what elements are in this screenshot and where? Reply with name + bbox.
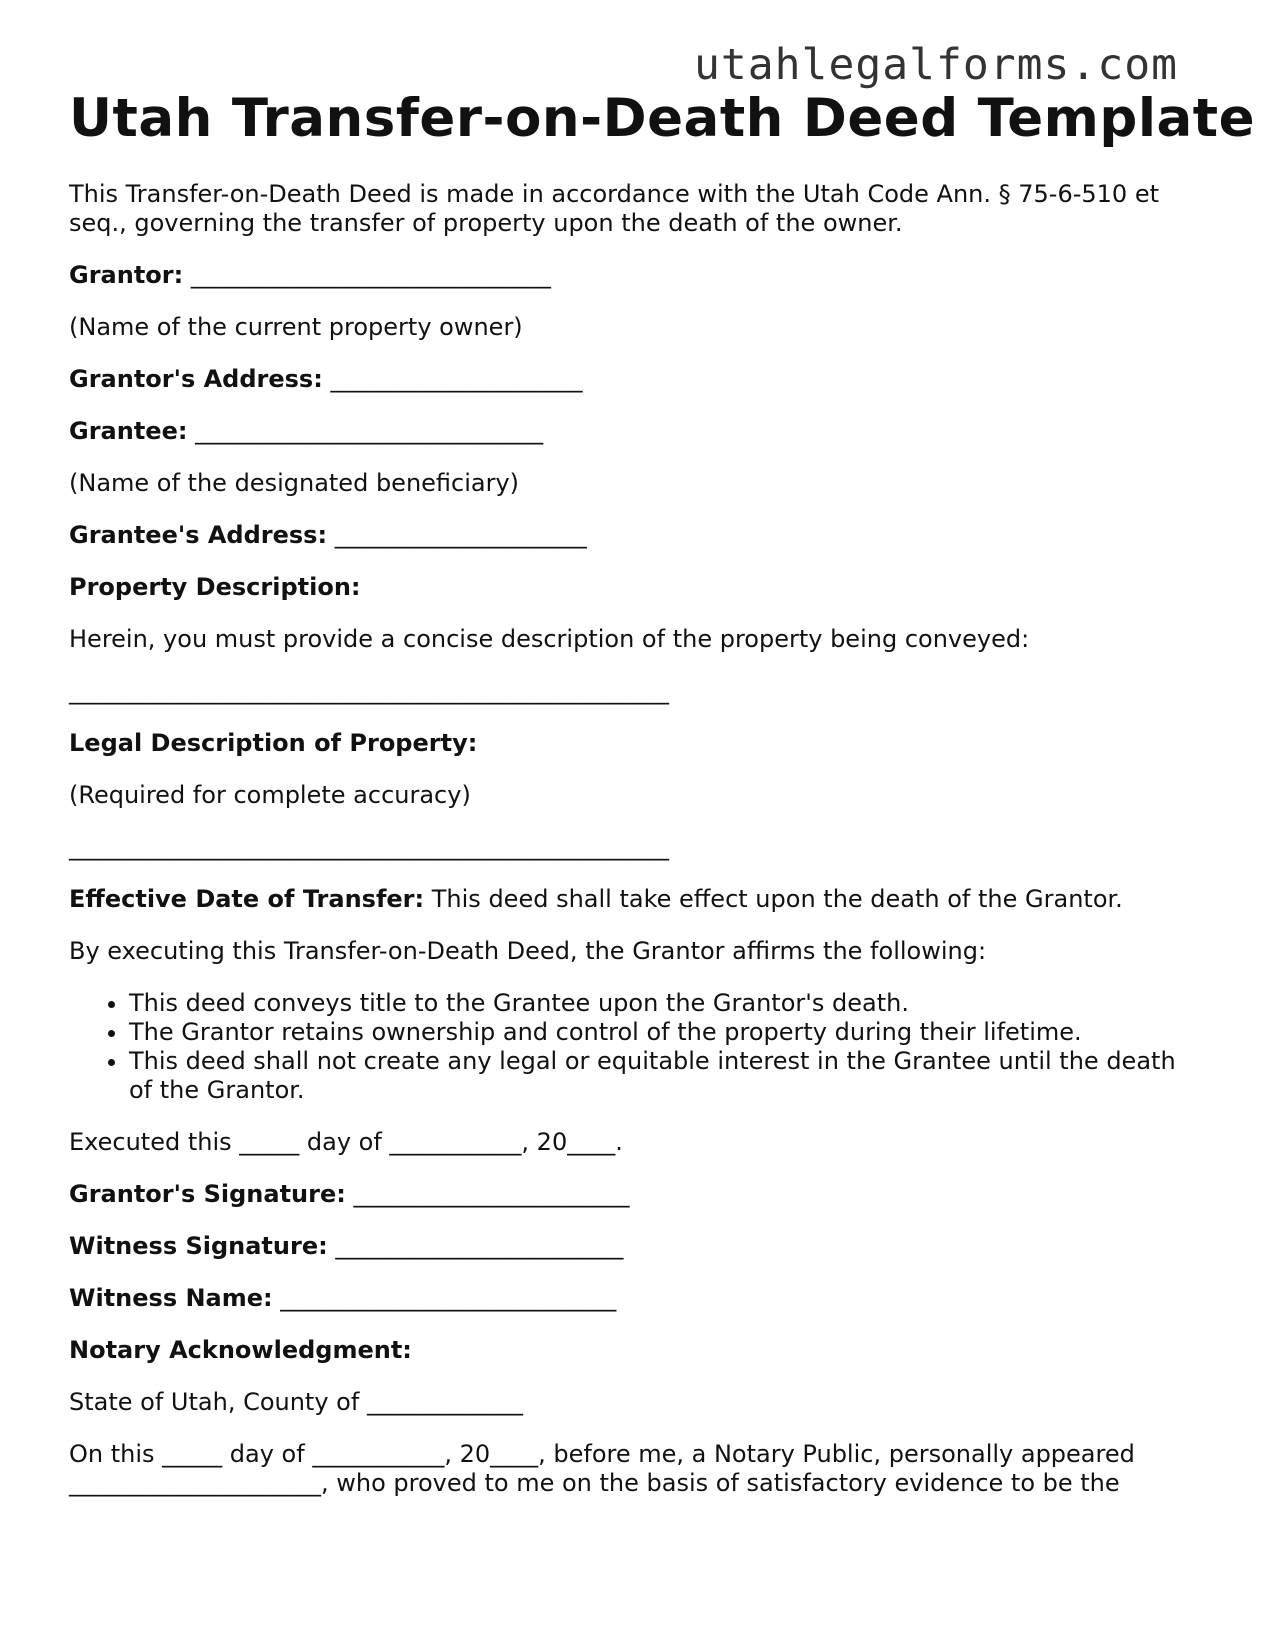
witness-signature-field: [69, 1232, 1199, 1261]
grantee-field: [69, 417, 1199, 446]
witness-signature-blank[interactable]: ________________________: [335, 1232, 624, 1260]
legal-description-note: (Required for complete accuracy): [69, 781, 471, 809]
effective-date-paragraph: [69, 885, 1199, 914]
affirmation-item: • The Grantor retains ownership and control of the property during their lifetime.: [129, 1018, 1199, 1047]
grantor-field: [69, 261, 1199, 290]
affirmation-intro: By executing this Transfer-on-Death Deed, the Grantor affirms the following:: [69, 937, 987, 965]
deed-body: [69, 180, 1199, 1521]
notary-heading: Notary Acknowledgment:: [69, 1336, 412, 1364]
witness-name-label: Witness Name:: [69, 1284, 273, 1312]
grantor-note: (Name of the current property owner): [69, 313, 523, 341]
property-description-instruction: Herein, you must provide a concise description of the property being conveyed:: [69, 625, 1030, 653]
legal-description-blank[interactable]: __________________________________________________: [69, 833, 669, 861]
property-description-heading: Property Description:: [69, 573, 361, 601]
executed-line: Executed this _____ day of ___________, 20____.: [69, 1128, 623, 1156]
grantor-address-field: [69, 365, 1199, 394]
grantee-address-field: [69, 521, 1199, 550]
affirmation-item: • This deed conveys title to the Grantee upon the Grantor's death.: [129, 989, 1199, 1018]
witness-name-blank[interactable]: ____________________________: [280, 1284, 617, 1312]
grantor-label: Grantor:: [69, 261, 184, 289]
affirmation-item: • This deed shall not create any legal or equitable interest in the Grantee until the death of the Grantor.: [129, 1047, 1199, 1105]
witness-name-field: [69, 1284, 1199, 1313]
grantee-blank[interactable]: _____________________________: [195, 417, 544, 445]
grantor-blank[interactable]: ______________________________: [190, 261, 551, 289]
intro-paragraph: This Transfer-on-Death Deed is made in accordance with the Utah Code Ann. § 75-6-510 et seq., governing the transfer of property upon the death of the owner.: [69, 180, 1159, 237]
grantor-address-blank[interactable]: _____________________: [330, 365, 583, 393]
effective-date-label: Effective Date of Transfer:: [69, 885, 425, 913]
document-title: Utah Transfer-on-Death Deed Template: [69, 88, 1256, 149]
grantee-address-blank[interactable]: _____________________: [334, 521, 587, 549]
witness-signature-label: Witness Signature:: [69, 1232, 328, 1260]
grantor-address-label: Grantor's Address:: [69, 365, 323, 393]
notary-appearance-text: On this _____ day of ___________, 20____, before me, a Notary Public, personally appeared _____________________, who proved to me on the basis of satisfactory evidence to be the: [69, 1440, 1135, 1497]
site-watermark: utahlegalforms.com: [694, 40, 1178, 90]
affirmation-list: [69, 989, 1199, 1105]
effective-date-text: This deed shall take effect upon the death of the Grantor.: [431, 885, 1123, 913]
grantor-signature-field: [69, 1180, 1199, 1209]
grantee-label: Grantee:: [69, 417, 188, 445]
grantor-signature-blank[interactable]: _______________________: [353, 1180, 630, 1208]
property-description-blank[interactable]: __________________________________________________: [69, 677, 669, 705]
grantee-address-label: Grantee's Address:: [69, 521, 328, 549]
notary-county-line: State of Utah, County of _____________: [69, 1388, 523, 1416]
grantee-note: (Name of the designated beneficiary): [69, 469, 520, 497]
grantor-signature-label: Grantor's Signature:: [69, 1180, 346, 1208]
legal-description-heading: Legal Description of Property:: [69, 729, 478, 757]
